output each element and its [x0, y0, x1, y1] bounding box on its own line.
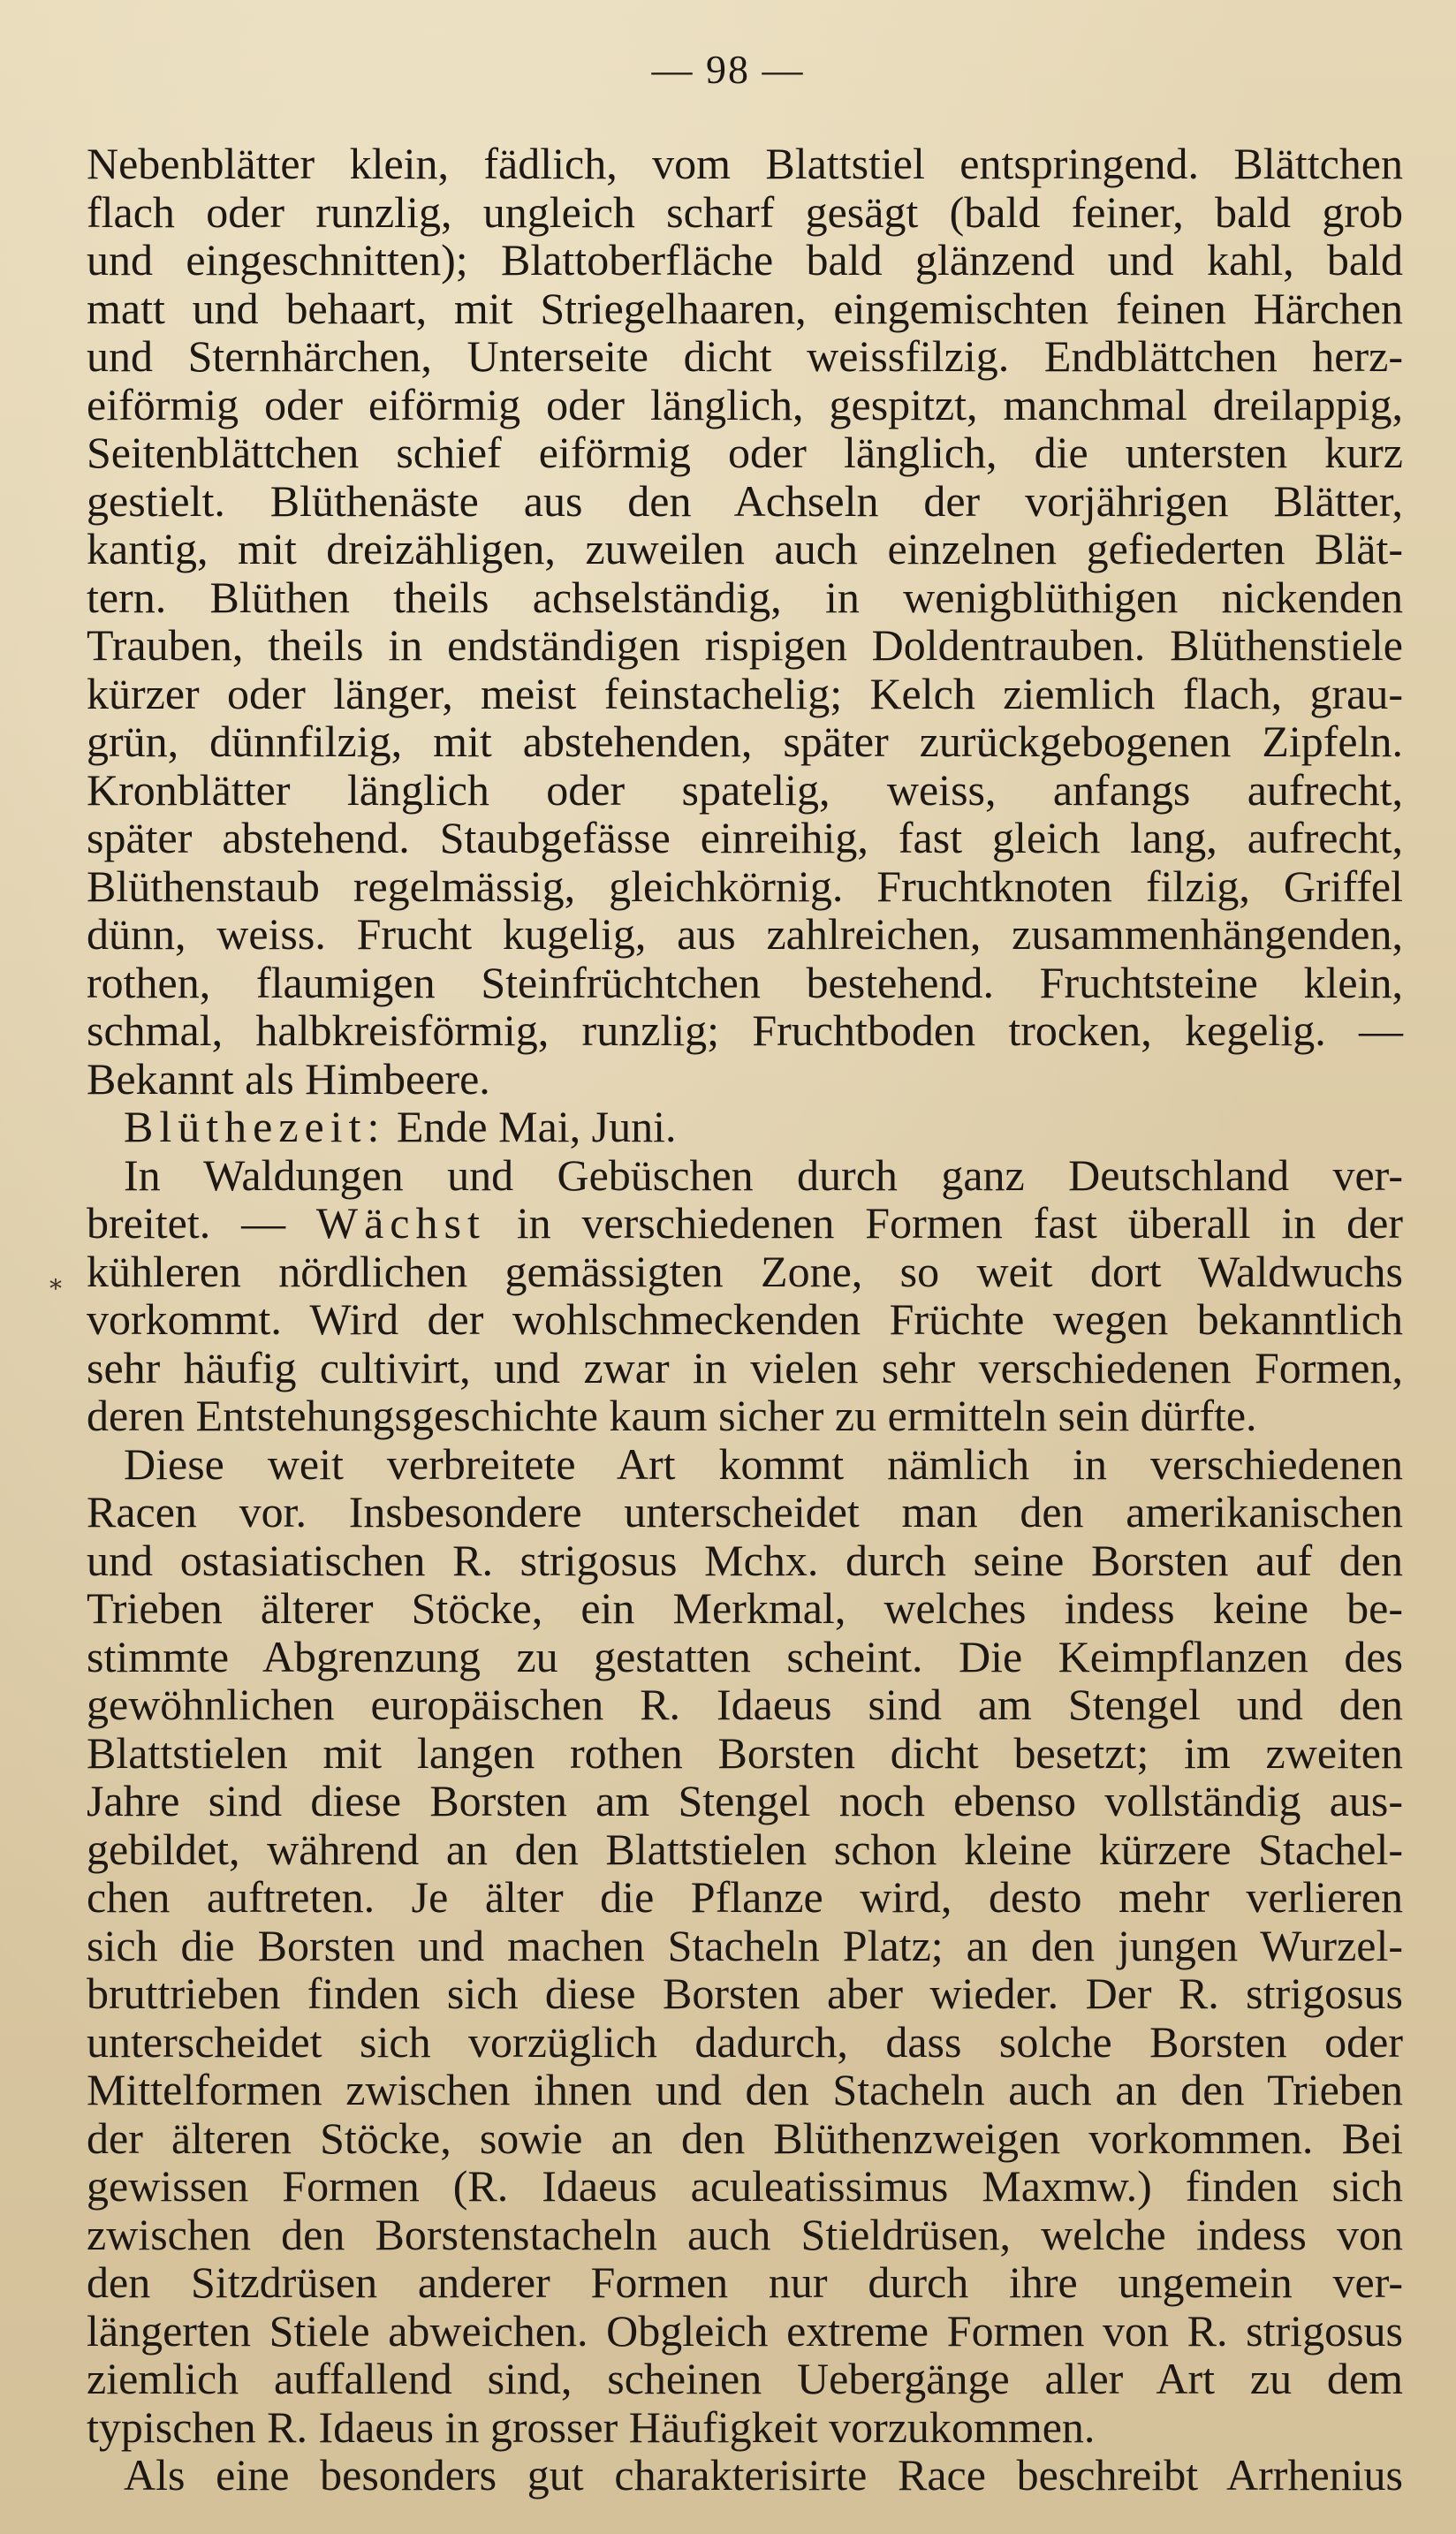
- line-text: Trieben älterer Stöcke, ein Merkmal, welches indess keine be-: [87, 1583, 1403, 1633]
- text-line: [87, 862, 1403, 911]
- text-line: [87, 188, 1403, 237]
- line-text: sich die Borsten und machen Stacheln Platz; an den jungen Wurzel-: [87, 1920, 1403, 1970]
- line-text: chen auftreten. Je älter die Pflanze wird, desto mehr verlieren: [87, 1872, 1403, 1922]
- text-line: [87, 1873, 1403, 1922]
- text-line: [87, 2355, 1403, 2403]
- text-line: [87, 2018, 1403, 2067]
- line-text: breitet. —: [87, 1198, 316, 1248]
- margin-mark: *: [49, 1274, 62, 1303]
- text-line: [87, 573, 1403, 622]
- line-text: unterscheidet sich vorzüglich dadurch, dass solche Borsten oder: [87, 2016, 1403, 2067]
- line-text: sehr häufig cultivirt, und zwar in vielen sehr verschiedenen Formen,: [87, 1342, 1403, 1392]
- page-number: — 98 —: [651, 47, 805, 92]
- line-text: tern. Blüthen theils achselständig, in wenigblüthigen nickenden: [87, 572, 1403, 622]
- line-text: Diese weit verbreitete Art kommt nämlich in verschiedenen: [124, 1438, 1403, 1489]
- text-line: [87, 140, 1403, 188]
- line-text: Als eine besonders gut charakterisirte Race beschreibt Arrhenius: [124, 2450, 1403, 2500]
- line-text: und Sternhärchen, Unterseite dicht weissfilzig. Endblättchen herz-: [87, 331, 1403, 381]
- line-text: deren Entstehungsgeschichte kaum sicher zu ermitteln sein dürfte.: [87, 1391, 1257, 1440]
- line-text: gewissen Formen (R. Idaeus aculeatissimus Maxmw.) finden sich: [87, 2161, 1403, 2211]
- text-line: [87, 1584, 1403, 1633]
- line-text: Nebenblätter klein, fädlich, vom Blattstiel entspringend. Blättchen: [87, 139, 1403, 188]
- text-line: [87, 477, 1403, 526]
- text-line: [87, 236, 1403, 285]
- line-text: gebildet, während an den Blattstielen schon kleine kürzere Stachel-: [87, 1824, 1403, 1874]
- line-text: längerten Stiele abweichen. Obgleich extreme Formen von R. strigosus: [87, 2305, 1403, 2356]
- text-line: [87, 2211, 1403, 2259]
- line-text: Bekannt als Himbeere.: [87, 1053, 490, 1104]
- text-line: [87, 1151, 1403, 1200]
- spaced-text: Wächst: [315, 1198, 486, 1248]
- text-line: [87, 525, 1403, 573]
- text-line: [87, 1680, 1403, 1729]
- line-text: kühleren nördlichen gemässigten Zone, so weit dort Waldwuchs: [87, 1246, 1403, 1296]
- text-line: [87, 1777, 1403, 1825]
- text-line: [87, 2162, 1403, 2211]
- text-line: [87, 285, 1403, 333]
- line-text: grün, dünnfilzig, mit abstehenden, später zurückgebogenen Zipfeln.: [87, 717, 1403, 766]
- line-text: kürzer oder länger, meist feinstachelig; Kelch ziemlich flach, grau-: [87, 668, 1403, 718]
- line-text: ziemlich auffallend sind, scheinen Uebergänge aller Art zu dem: [87, 2354, 1403, 2403]
- line-text: Racen vor. Insbesondere unterscheidet man den amerikanischen: [87, 1487, 1403, 1536]
- line-text: In Waldungen und Gebüschen durch ganz Deutschland ver-: [124, 1149, 1403, 1200]
- text-line: [87, 2307, 1403, 2356]
- text-line: [87, 2451, 1403, 2500]
- text-line: [87, 621, 1403, 670]
- line-text: der älteren Stöcke, sowie an den Blüthenzweigen vorkommen. Bei: [87, 2113, 1403, 2163]
- text-line: [87, 766, 1403, 815]
- line-text: und eingeschnitten); Blattoberfläche bald glänzend und kahl, bald: [87, 235, 1403, 285]
- line-text: Kronblätter länglich oder spatelig, weiss, anfangs aufrecht,: [87, 764, 1403, 815]
- text-line: [87, 959, 1403, 1007]
- text-line: [87, 2066, 1403, 2114]
- line-text: Ende Mai, Juni.: [385, 1102, 677, 1151]
- line-text: kantig, mit dreizähligen, zuweilen auch einzelnen gefiederten Blät-: [87, 524, 1403, 573]
- body-text: [87, 140, 1403, 2500]
- text-line: [87, 1055, 1403, 1104]
- text-line: [87, 1488, 1403, 1536]
- text-line: [87, 429, 1403, 477]
- line-text: später abstehend. Staubgefässe einreihig, fast gleich lang, aufrecht,: [87, 813, 1403, 862]
- line-text: bruttrieben finden sich diese Borsten aber wieder. Der R. strigosus: [87, 1969, 1403, 2018]
- text-line: [87, 910, 1403, 959]
- text-line: [87, 1969, 1403, 2018]
- line-text: stimmte Abgrenzung zu gestatten scheint. Die Keimpflanzen des: [87, 1631, 1403, 1681]
- text-line: [87, 1392, 1403, 1440]
- text-line: [87, 1199, 1403, 1248]
- text-line: [87, 1922, 1403, 1970]
- text-line: [87, 332, 1403, 381]
- line-text: rothen, flaumigen Steinfrüchtchen bestehend. Fruchtsteine klein,: [87, 957, 1403, 1007]
- line-text: eiförmig oder eiförmig oder länglich, gespitzt, manchmal dreilappig,: [87, 379, 1403, 429]
- line-text: vorkommt. Wird der wohlschmeckenden Früchte wegen bekanntlich: [87, 1294, 1403, 1344]
- line-text: schmal, halbkreisförmig, runzlig; Fruchtboden trocken, kegelig. —: [87, 1005, 1403, 1055]
- text-line: [87, 2258, 1403, 2307]
- text-line: [87, 1729, 1403, 1778]
- text-line: [87, 1248, 1403, 1296]
- line-text: dünn, weiss. Frucht kugelig, aus zahlreichen, zusammenhängenden,: [87, 909, 1403, 959]
- text-line: [87, 717, 1403, 766]
- spaced-text: Blüthezeit:: [124, 1102, 386, 1151]
- text-line: [87, 381, 1403, 429]
- line-text: Jahre sind diese Borsten am Stengel noch ebenso vollständig aus-: [87, 1776, 1403, 1825]
- line-text: matt und behaart, mit Striegelhaaren, eingemischten feinen Härchen: [87, 283, 1403, 333]
- line-text: Blüthenstaub regelmässig, gleichkörnig. Fruchtknoten filzig, Griffel: [87, 861, 1403, 911]
- line-text: Trauben, theils in endständigen rispigen Doldentrauben. Blüthenstiele: [87, 620, 1403, 670]
- line-text: den Sitzdrüsen anderer Formen nur durch ihre ungemein ver-: [87, 2257, 1403, 2307]
- text-line: [87, 2403, 1403, 2452]
- line-text: Blattstielen mit langen rothen Borsten dicht besetzt; im zweiten: [87, 1727, 1403, 1778]
- text-line: [87, 2114, 1403, 2163]
- line-text: und ostasiatischen R. strigosus Mchx. durch seine Borsten auf den: [87, 1535, 1403, 1585]
- text-line: [87, 814, 1403, 862]
- line-text: in verschiedenen Formen fast überall in der: [485, 1198, 1403, 1248]
- text-line: [87, 1295, 1403, 1344]
- line-text: flach oder runzlig, ungleich scharf gesägt (bald feiner, bald grob: [87, 186, 1403, 237]
- line-text: zwischen den Borstenstacheln auch Stieldrüsen, welche indess von: [87, 2209, 1403, 2259]
- line-text: gestielt. Blüthenäste aus den Achseln der vorjährigen Blätter,: [87, 475, 1403, 526]
- line-text: Seitenblättchen schief eiförmig oder länglich, die untersten kurz: [87, 428, 1403, 477]
- text-line: [87, 1440, 1403, 1489]
- text-line: [87, 1633, 1403, 1681]
- text-line: [87, 1103, 1403, 1151]
- line-text: typischen R. Idaeus in grosser Häufigkeit vorzukommen.: [87, 2401, 1096, 2452]
- line-text: gewöhnlichen europäischen R. Idaeus sind am Stengel und den: [87, 1680, 1403, 1729]
- text-line: [87, 1344, 1403, 1392]
- text-line: [87, 670, 1403, 718]
- text-line: [87, 1825, 1403, 1874]
- line-text: Mittelformen zwischen ihnen und den Stacheln auch an den Trieben: [87, 2065, 1403, 2114]
- text-line: [87, 1006, 1403, 1055]
- text-line: [87, 1536, 1403, 1585]
